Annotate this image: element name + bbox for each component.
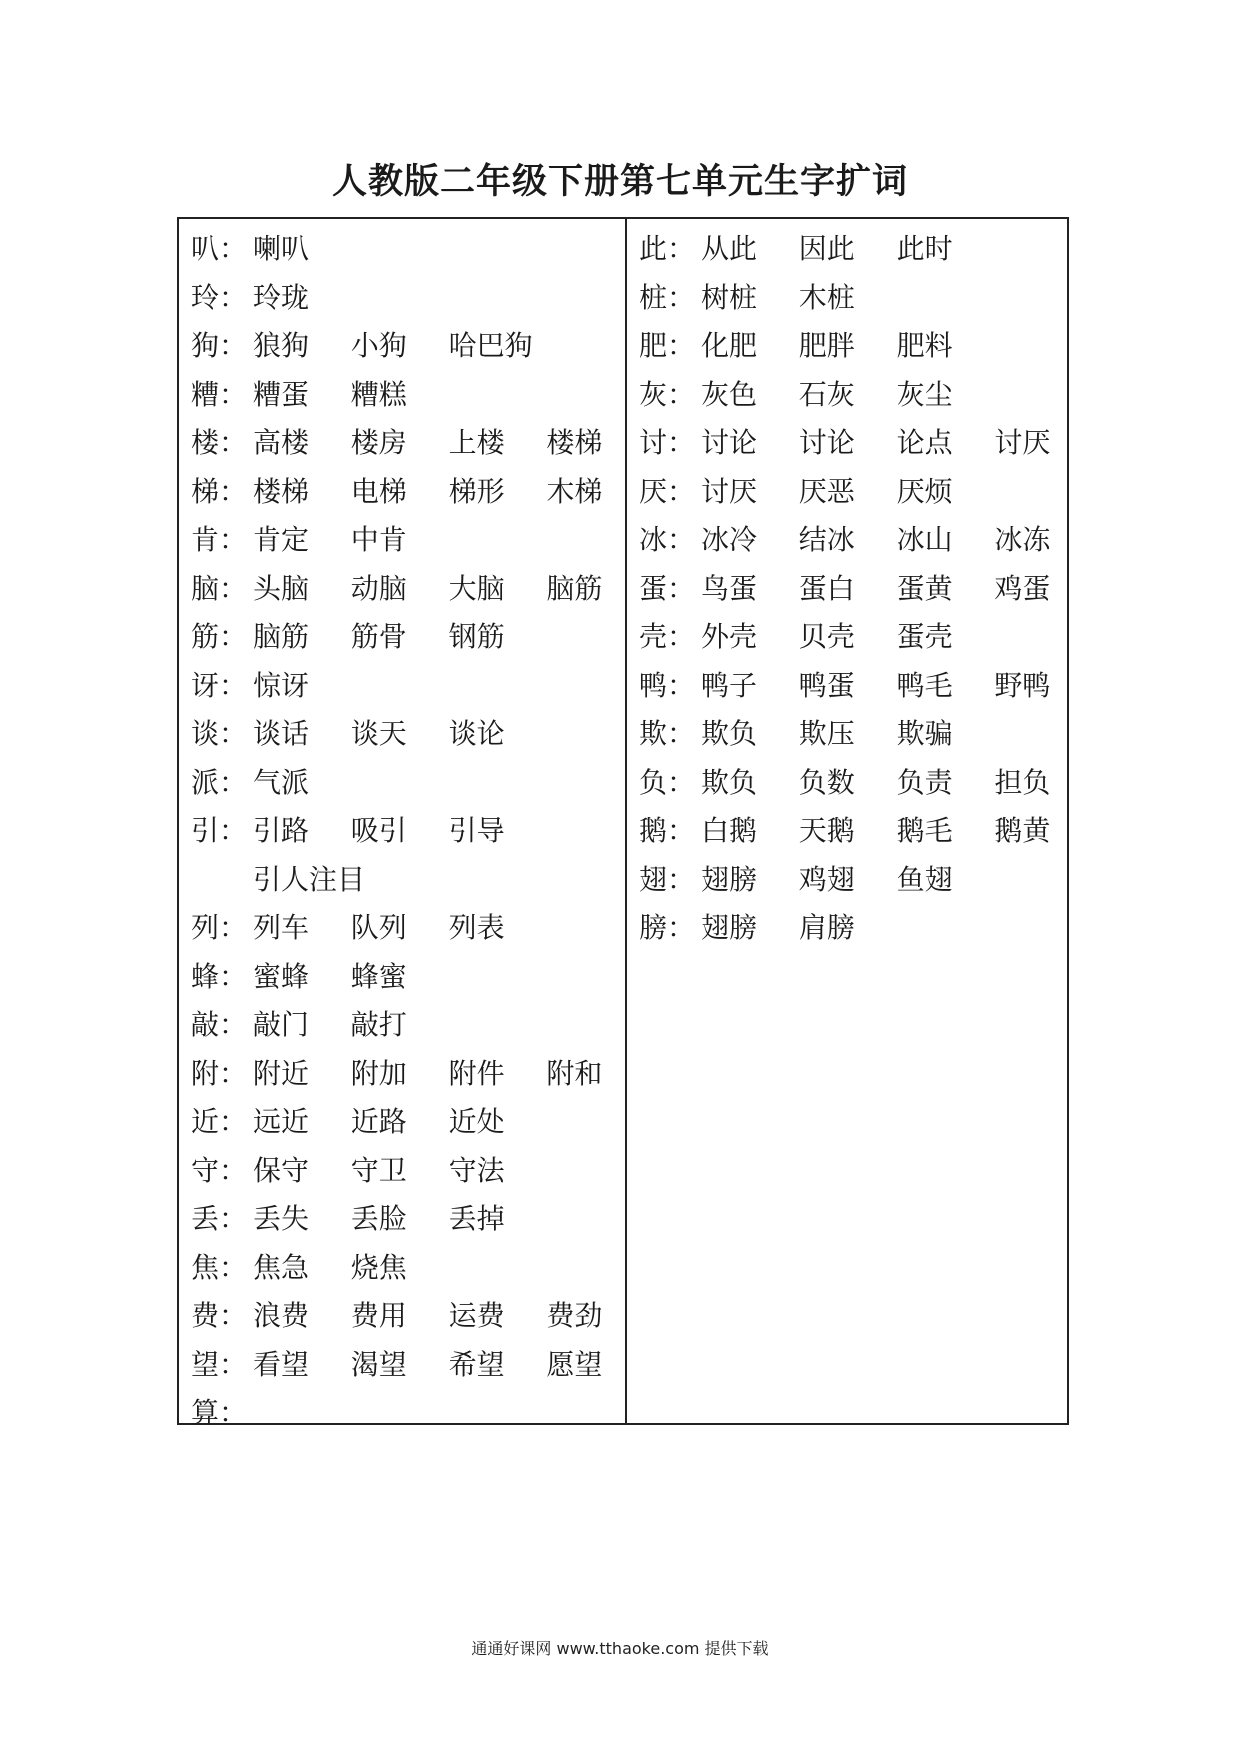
vocab-character: 谈：: [191, 717, 248, 751]
vocab-character: 翅：: [639, 862, 696, 896]
vocab-entry: [639, 854, 1067, 903]
vocab-character: 鸭：: [639, 668, 696, 702]
vocab-words: 化肥 肥胖 肥料: [701, 329, 953, 363]
vocab-character: 壳：: [639, 620, 696, 654]
vocab-words: 引路 吸引 引导: [253, 814, 505, 848]
vocab-character: 糟：: [191, 377, 248, 411]
vocab-words: 糟蛋 糟糕: [253, 377, 407, 411]
vocab-character: 蜂：: [191, 959, 248, 993]
vocab-words: 列车 队列 列表: [253, 911, 505, 945]
vocab-entry: [191, 951, 625, 1000]
vocab-character: 叭：: [191, 232, 248, 266]
vocab-character: 梯：: [191, 474, 248, 508]
vocab-entry: [191, 854, 625, 903]
vocab-entry: [191, 805, 625, 854]
vocab-character: 蛋：: [639, 571, 696, 605]
vocab-character: 灰：: [639, 377, 696, 411]
vocab-words: 脑筋 筋骨 钢筋: [253, 620, 505, 654]
vocab-words: 讨论 讨论 论点 讨厌: [701, 426, 1051, 460]
vocab-entry: [191, 1339, 625, 1388]
vocab-entry: [191, 1387, 625, 1436]
vocab-character: 费：: [191, 1299, 248, 1333]
vocab-character: 讨：: [639, 426, 696, 460]
vocab-character: 负：: [639, 765, 696, 799]
vocab-entry: [639, 369, 1067, 418]
vocab-words: 翅膀 肩膀: [701, 911, 855, 945]
vocab-entry: [191, 369, 625, 418]
vocab-words: 讨厌 厌恶 厌烦: [701, 474, 953, 508]
vocab-words: 浪费 费用 运费 费劲: [253, 1299, 603, 1333]
vocab-entry: [639, 757, 1067, 806]
vocab-character: 丢：: [191, 1202, 248, 1236]
vocab-entry: [639, 902, 1067, 951]
vocab-entry: [191, 466, 625, 515]
vocab-character: 鹅：: [639, 814, 696, 848]
vocab-entry: [639, 708, 1067, 757]
vocab-entry: [191, 320, 625, 369]
vocab-character: 桩：: [639, 280, 696, 314]
vocab-entry: [191, 1242, 625, 1291]
page-title: 人教版二年级下册第七单元生字扩词: [331, 162, 908, 202]
vocab-character: 引：: [191, 814, 248, 848]
vocab-words: 气派: [253, 765, 310, 799]
vocab-character: 膀：: [639, 911, 696, 945]
vocab-entry: [191, 272, 625, 321]
vocab-entry: [191, 1145, 625, 1194]
vocab-character: 狗：: [191, 329, 248, 363]
vocab-words: 欺负 欺压 欺骗: [701, 717, 953, 751]
left-column: [179, 219, 627, 1430]
vocab-entry: [191, 999, 625, 1048]
vocab-words: 高楼 楼房 上楼 楼梯: [253, 426, 603, 460]
vocab-entry: [191, 902, 625, 951]
vocab-character: 脑：: [191, 571, 248, 605]
vocab-words: 狼狗 小狗 哈巴狗: [253, 329, 533, 363]
vocab-words: 肯定 中肯: [253, 523, 407, 557]
vocab-entry: [191, 1290, 625, 1339]
vocab-entry: [191, 757, 625, 806]
vocab-character: 此：: [639, 232, 696, 266]
vocab-character: 焦：: [191, 1250, 248, 1284]
vocab-words: 玲珑: [253, 280, 310, 314]
vocab-words: 欺负 负数 负责 担负: [701, 765, 1051, 799]
vocab-character: 厌：: [639, 474, 696, 508]
vocab-entry: [191, 1193, 625, 1242]
vocab-entry: [191, 660, 625, 709]
vocab-entry: [191, 1096, 625, 1145]
vocab-character: 筋：: [191, 620, 248, 654]
vocab-character: 冰：: [639, 523, 696, 557]
vocab-words: 喇叭: [253, 232, 310, 266]
vocab-words: 保守 守卫 守法: [253, 1153, 505, 1187]
right-column: [627, 219, 1067, 1423]
vocab-character: 讶：: [191, 668, 248, 702]
vocab-character: 望：: [191, 1347, 248, 1381]
vocab-words: 从此 因此 此时: [701, 232, 953, 266]
vocab-entry: [639, 466, 1067, 515]
vocab-entry: [191, 611, 625, 660]
vocab-entry: [639, 223, 1067, 272]
vocab-words: 白鹅 天鹅 鹅毛 鹅黄: [701, 814, 1051, 848]
vocab-character: 肥：: [639, 329, 696, 363]
vocab-character: 肯：: [191, 523, 248, 557]
vocab-entry: [191, 223, 625, 272]
vocab-words: 头脑 动脑 大脑 脑筋: [253, 571, 603, 605]
vocab-words: 树桩 木桩: [701, 280, 855, 314]
vocab-words: 丢失 丢脸 丢掉: [253, 1202, 505, 1236]
vocab-entry: [191, 417, 625, 466]
vocab-character: 派：: [191, 765, 248, 799]
vocab-entry: [639, 563, 1067, 612]
vocab-words: 远近 近路 近处: [253, 1105, 505, 1139]
vocab-words: 引人注目: [253, 862, 366, 896]
vocab-entry: [639, 514, 1067, 563]
vocab-entry: [191, 563, 625, 612]
vocab-words: 鸟蛋 蛋白 蛋黄 鸡蛋: [701, 571, 1051, 605]
vocab-character: 守：: [191, 1153, 248, 1187]
vocab-words: 惊讶: [253, 668, 310, 702]
vocab-character: 玲：: [191, 280, 248, 314]
vocab-character: 欺：: [639, 717, 696, 751]
vocab-words: 灰色 石灰 灰尘: [701, 377, 953, 411]
vocab-words: 敲门 敲打: [253, 1008, 407, 1042]
vocab-words: 焦急 烧焦: [253, 1250, 407, 1284]
vocab-words: 外壳 贝壳 蛋壳: [701, 620, 953, 654]
vocab-words: 蜜蜂 蜂蜜: [253, 959, 407, 993]
vocab-entry: [639, 805, 1067, 854]
vocab-character: 附：: [191, 1056, 248, 1090]
vocab-words: 鸭子 鸭蛋 鸭毛 野鸭: [701, 668, 1051, 702]
footer-credit: 通通好课网 www.tthaoke.com 提供下载: [471, 1639, 769, 1658]
vocab-entry: [639, 611, 1067, 660]
vocab-table: [177, 217, 1069, 1430]
vocab-entry: [639, 660, 1067, 709]
vocab-entry: [639, 272, 1067, 321]
vocab-words: 楼梯 电梯 梯形 木梯: [253, 474, 603, 508]
vocab-entry: [191, 1048, 625, 1097]
vocab-character: 楼：: [191, 426, 248, 460]
vocab-character: 算：: [191, 1396, 248, 1430]
vocab-entry: [639, 320, 1067, 369]
vocab-entry: [191, 708, 625, 757]
vocab-words: 看望 渴望 希望 愿望: [253, 1347, 603, 1381]
vocab-character: 近：: [191, 1105, 248, 1139]
vocab-words: 谈话 谈天 谈论: [253, 717, 505, 751]
vocab-entry: [191, 514, 625, 563]
vocab-words: 冰冷 结冰 冰山 冰冻: [701, 523, 1051, 557]
vocab-words: 翅膀 鸡翅 鱼翅: [701, 862, 953, 896]
vocab-entry: [639, 417, 1067, 466]
vocab-words: 附近 附加 附件 附和: [253, 1056, 603, 1090]
vocab-character: 敲：: [191, 1008, 248, 1042]
vocab-character: 列：: [191, 911, 248, 945]
